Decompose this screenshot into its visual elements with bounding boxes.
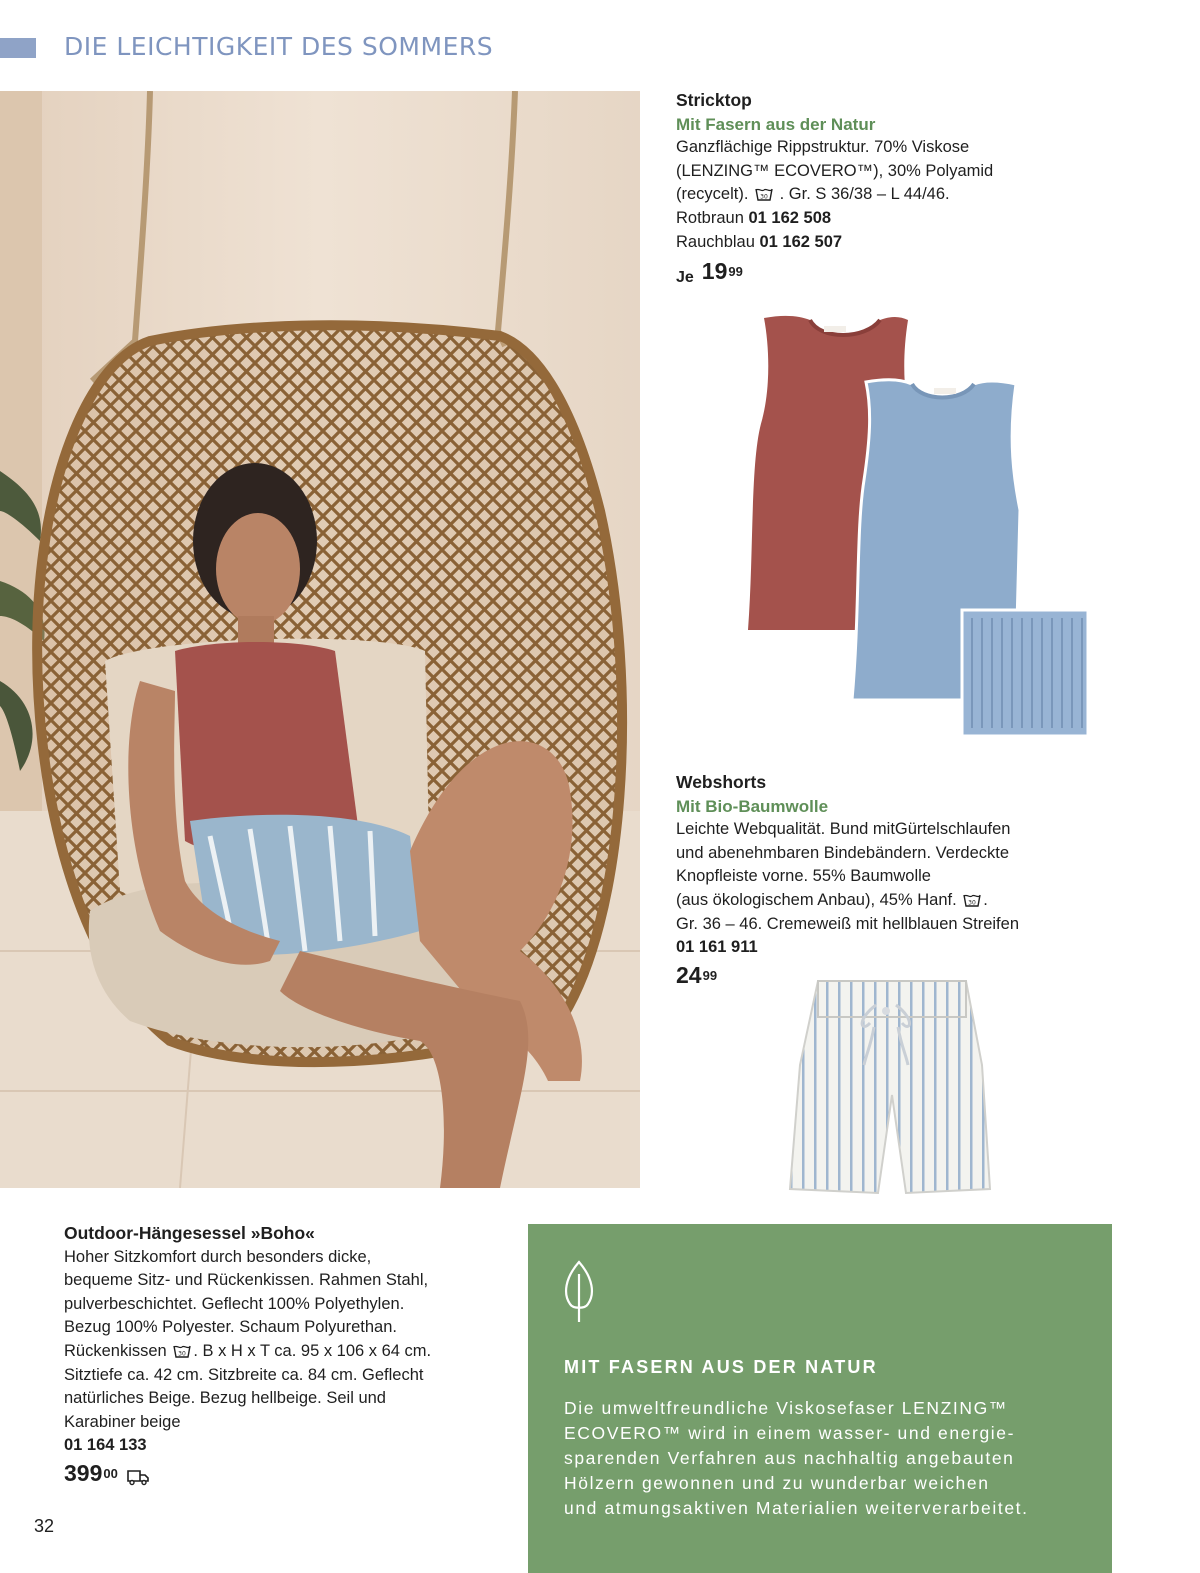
wash-30-icon (173, 1344, 191, 1358)
eco-line-4: Hölzern gewonnen und zu wunderbar weichen (564, 1473, 990, 1493)
chair-desc-5b: . B x H x T ca. 95 x 106 x 64 cm. (193, 1341, 432, 1360)
webshorts-name: Webshorts (676, 772, 767, 792)
webshorts-desc-4 (676, 889, 1019, 913)
variant-1-color: Rotbraun (676, 208, 744, 227)
lifestyle-photo (0, 91, 640, 1188)
chair-desc-4: Bezug 100% Polyester. Schaum Polyurethan. (64, 1318, 397, 1337)
variant-2-code: 01 162 507 (759, 232, 843, 251)
stricktop-variant-2 (676, 231, 993, 255)
leaf-icon (562, 1260, 596, 1324)
chair-code: 01 164 133 (64, 1436, 147, 1455)
webshorts-desc-4a: (aus ökologischem Anbau), 45% Hanf. (676, 890, 957, 909)
webshorts-info (676, 771, 1019, 987)
price-main: 19 (701, 258, 728, 285)
chair-desc-8: Karabiner beige (64, 1412, 181, 1431)
variant-2-color: Rauchblau (676, 232, 755, 251)
webshorts-code: 01 161 911 (676, 938, 758, 957)
price-prefix: Je (676, 269, 694, 287)
variant-1-code: 01 162 508 (748, 208, 832, 227)
chair-desc-7: natürliches Beige. Bezug hellbeige. Seil und (64, 1389, 386, 1408)
page-title: DIE LEICHTIGKEIT DES SOMMERS (64, 32, 494, 61)
price-cents: 99 (702, 967, 718, 983)
stricktop-product-image (740, 310, 1100, 740)
webshorts-desc-3: Knopfleiste vorne. 55% Baumwolle (676, 867, 931, 886)
eco-text (564, 1396, 1094, 1521)
webshorts-desc-1: Leichte Webqualität. Bund mitGürtelschlaufen (676, 820, 1011, 839)
chair-desc-3: pulverbeschichtet. Geflecht 100% Polyethylen. (64, 1294, 405, 1313)
stricktop-subtitle: Mit Fasern aus der Natur (676, 114, 876, 134)
chair-info (64, 1222, 431, 1486)
price-main: 399 (64, 1459, 103, 1486)
wash-30-icon (755, 187, 773, 201)
delivery-truck-icon (126, 1468, 150, 1486)
price-cents: 99 (728, 264, 743, 280)
eco-line-3: sparenden Verfahren aus nachhaltig angebauten (564, 1448, 1015, 1468)
stricktop-desc-3b: . Gr. S 36/38 – L 44/46. (779, 185, 950, 204)
chair-desc-5a: Rückenkissen (64, 1341, 167, 1360)
stricktop-name: Stricktop (676, 90, 752, 110)
eco-title: MIT FASERN AUS DER NATUR (564, 1357, 878, 1377)
price-cents: 00 (103, 1465, 118, 1481)
eco-info-box (528, 1224, 1112, 1573)
webshorts-product-image (786, 975, 996, 1197)
chair-desc-1: Hoher Sitzkomfort durch besonders dicke, (64, 1247, 372, 1266)
webshorts-desc-2: und abenehmbaren Bindebändern. Verdeckte (676, 843, 1010, 862)
header-accent-bar (0, 38, 36, 58)
svg-text:30: 30 (968, 899, 977, 907)
stricktop-desc-2: (LENZING™ ECOVERO™), 30% Polyamid (676, 161, 994, 180)
chair-name: Outdoor-Hängesessel »Boho« (64, 1223, 315, 1243)
chair-desc-5 (64, 1340, 431, 1364)
chair-desc-6: Sitztiefe ca. 42 cm. Sitzbreite ca. 84 cm. Geflecht (64, 1365, 424, 1384)
wash-30-icon (963, 893, 981, 907)
eco-line-5: und atmungsaktiven Materialien weiterverarbeitet. (564, 1498, 1029, 1518)
webshorts-subtitle: Mit Bio-Baumwolle (676, 796, 829, 816)
webshorts-desc-5: Gr. 36 – 46. Cremeweiß mit hellblauen Streifen (676, 914, 1019, 933)
eco-line-1: Die umweltfreundliche Viskosefaser LENZING™ (564, 1398, 1008, 1418)
svg-text:30: 30 (178, 1350, 187, 1358)
stricktop-desc-1: Ganzflächige Rippstruktur. 70% Viskose (676, 138, 970, 157)
svg-text:30: 30 (760, 193, 768, 201)
chair-price (64, 1459, 431, 1486)
stricktop-price (676, 260, 993, 290)
stricktop-desc-3 (676, 183, 993, 207)
chair-desc-2: bequeme Sitz- und Rückenkissen. Rahmen Stahl, (64, 1271, 429, 1290)
price-main: 24 (676, 961, 702, 988)
stricktop-variant-1 (676, 207, 993, 231)
webshorts-desc-4b: . (983, 890, 988, 909)
page-number: 32 (34, 1516, 55, 1536)
stricktop-info (676, 89, 993, 290)
stricktop-desc-3a: (recycelt). (676, 185, 749, 204)
eco-line-2: ECOVERO™ wird in einem wasser- und energie- (564, 1423, 1016, 1443)
